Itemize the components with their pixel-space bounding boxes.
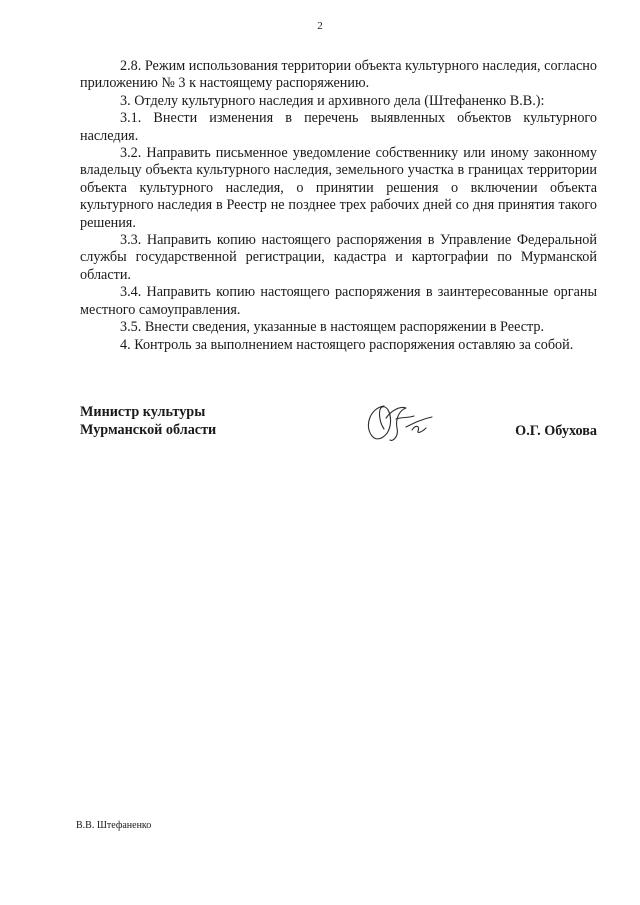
document-body	[80, 58, 597, 354]
executor-name: В.В. Штефаненко	[76, 820, 152, 831]
signatory-title-line1: Министр культуры	[80, 404, 206, 420]
paragraph-3: 3. Отделу культурного наследия и архивного дела (Штефаненко В.В.):	[120, 92, 545, 109]
handwritten-signature	[362, 396, 438, 446]
paragraph-2-8: 2.8. Режим использования территории объекта культурного наследия, согласно приложению № 3 к настоящему распоряжению.	[80, 58, 597, 92]
signatory-title	[80, 403, 216, 439]
paragraph-3-5: 3.5. Внести сведения, указанные в настоящем распоряжении в Реестр.	[120, 319, 545, 336]
paragraph-3-3: 3.3. Направить копию настоящего распоряжения в Управление Федеральной службы государственной регистрации, кадастра и картографии по Мурманской области.	[80, 232, 597, 283]
page-number: 2	[317, 20, 323, 32]
paragraph-3-4: 3.4. Направить копию настоящего распоряжения в заинтересованные органы местного самоуправления.	[80, 284, 597, 318]
paragraph-4: 4. Контроль за выполнением настоящего распоряжения оставляю за собой.	[120, 336, 574, 353]
paragraph-3-1: 3.1. Внести изменения в перечень выявленных объектов культурного наследия.	[80, 110, 597, 144]
paragraph-3-2: 3.2. Направить письменное уведомление собственнику или иному законному владельцу объекта культурного наследия, земельного участка в границах территории объекта культурного наследия, о принятии решения о включении объекта культурного наследия в Реестр не позднее трех рабочих дней со дня принятия такого решения.	[80, 145, 597, 231]
signatory-name: О.Г. Обухова	[515, 423, 597, 439]
signatory-title-line2: Мурманской области	[80, 422, 217, 438]
signature-block	[80, 403, 597, 453]
